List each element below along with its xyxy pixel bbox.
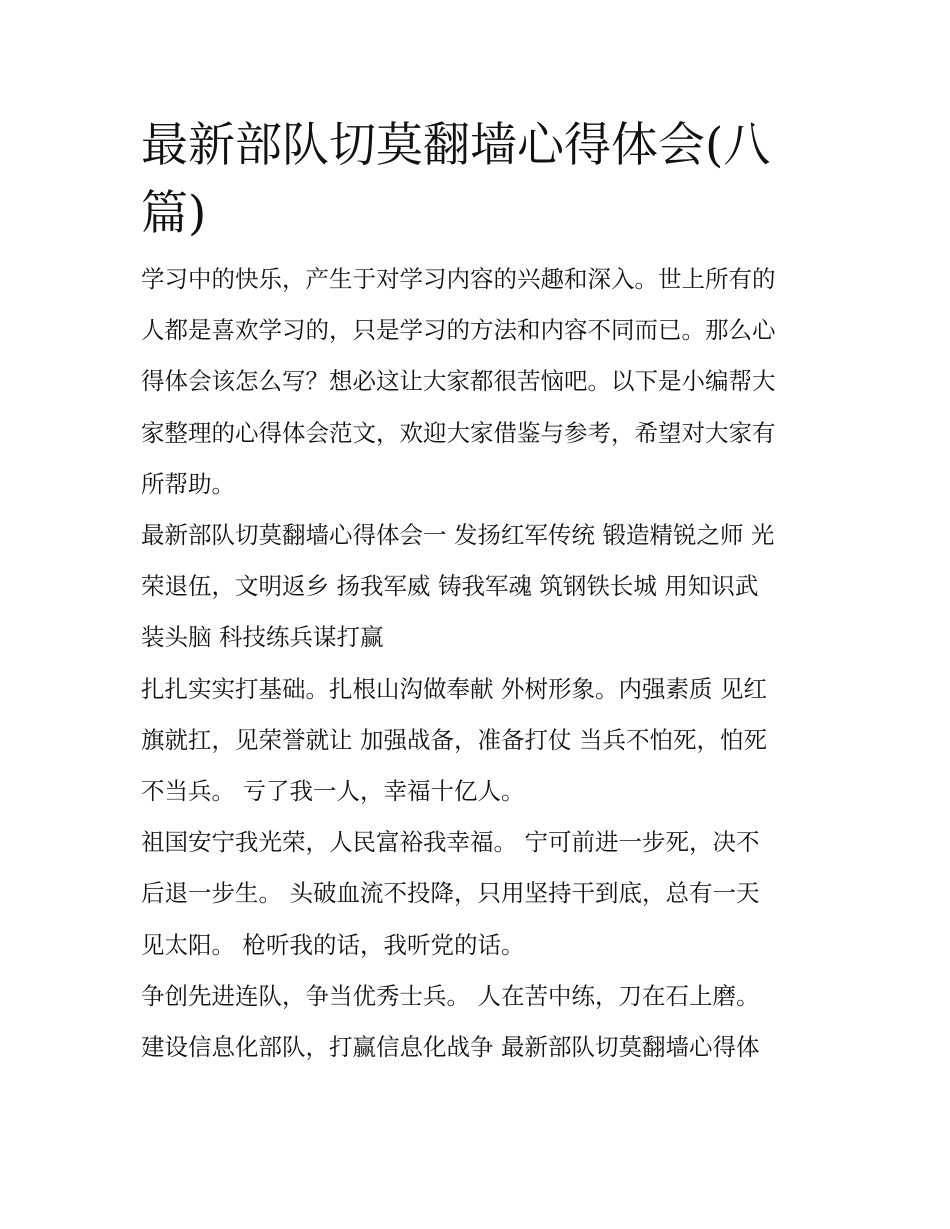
text-line: 争创先进连队，争当优秀士兵。 人在苦中练，刀在石上磨。 — [141, 981, 760, 1010]
text-line: 家整理的心得体会范文，欢迎大家借鉴与参考，希望对大家有 — [141, 418, 776, 447]
text-line: 后退一步生。 头破血流不投降，只用坚持干到底，总有一天 — [141, 879, 760, 908]
title-line: 最新部队切莫翻墙心得体会(八 — [141, 118, 771, 173]
text-line: 祖国安宁我光荣，人民富裕我幸福。 宁可前进一步死，决不 — [141, 828, 760, 857]
text-line: 所帮助。 — [141, 469, 235, 498]
text-line: 不当兵。 亏了我一人，幸福十亿人。 — [141, 777, 525, 806]
text-line: 装头脑 科技练兵谋打赢 — [141, 623, 384, 652]
document-body — [141, 112, 813, 1073]
text-line: 学习中的快乐，产生于对学习内容的兴趣和深入。世上所有的 — [141, 265, 776, 293]
intro-paragraph — [141, 254, 813, 510]
slogan-paragraph-1 — [141, 510, 813, 664]
text-line: 荣退伍，文明返乡 扬我军威 铸我军魂 筑钢铁长城 用知识武 — [141, 572, 759, 601]
text-line: 扎扎实实打基础。扎根山沟做奉献 外树形象。内强素质 见红 — [141, 674, 767, 703]
slogan-paragraph-3 — [141, 817, 813, 971]
text-line: 旗就扛，见荣誉就让 加强战备，准备打仗 当兵不怕死，怕死 — [141, 725, 767, 754]
slogan-paragraph-4 — [141, 971, 813, 1073]
text-line: 人都是喜欢学习的，只是学习的方法和内容不同而已。那么心 — [141, 316, 776, 345]
document-title — [141, 112, 813, 248]
text-line: 建设信息化部队，打赢信息化战争 最新部队切莫翻墙心得体 — [141, 1033, 760, 1062]
title-line: 篇) — [141, 186, 207, 241]
slogan-paragraph-2 — [141, 664, 813, 818]
text-line: 得体会该怎么写？想必这让大家都很苦恼吧。以下是小编帮大 — [141, 367, 776, 396]
text-line: 见太阳。 枪听我的话，我听党的话。 — [141, 930, 525, 959]
text-line: 最新部队切莫翻墙心得体会一 发扬红军传统 锻造精锐之师 光 — [141, 521, 775, 550]
